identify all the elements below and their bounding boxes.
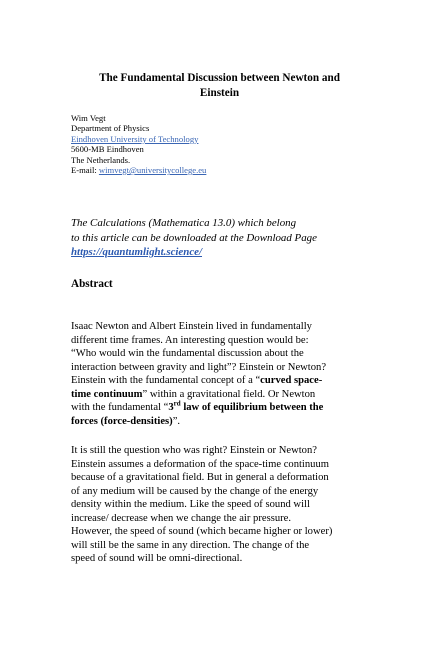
text-line: because of a gravitational field. But in general a deformation (71, 472, 329, 484)
bold-term: time continuum (71, 388, 143, 400)
title-line-2: Einstein (199, 87, 240, 99)
text-line (71, 374, 326, 388)
calculations-note (71, 216, 317, 260)
calculations-line-1: The Calculations (Mathematica 13.0) which belong (71, 217, 297, 229)
author-email-link[interactable]: wimvegt@universitycollege.eu (98, 165, 207, 176)
title-line-1: The Fundamental Discussion between Newton and (99, 72, 340, 84)
text-line (71, 388, 326, 402)
bold-term (168, 399, 324, 414)
text-line: will still be the same in any direction. The change of the (71, 539, 310, 551)
text-span: Einstein with the fundamental concept of a “ (71, 375, 261, 387)
bold-term: curved space- (260, 375, 323, 387)
text-line: However, the speed of sound (which became higher or lower) (71, 526, 333, 538)
text-line (71, 401, 326, 415)
bold-term: forces (force-densities) (71, 415, 173, 427)
text-line: Isaac Newton and Albert Einstein lived in fundamentally (71, 321, 312, 332)
text-line: density within the medium. Like the speed of sound will (71, 499, 310, 511)
author-department: Department of Physics (71, 123, 150, 134)
author-email-line (71, 165, 206, 175)
author-country: The Netherlands. (71, 154, 131, 165)
text-line: interaction between gravity and light”? Einstein or Newton? (71, 361, 327, 373)
text-line: of any medium will be caused by the change of the energy (71, 485, 319, 497)
abstract-paragraph-2 (71, 444, 332, 566)
author-postal: 5600-MB Eindhoven (71, 144, 144, 155)
text-span: with the fundamental “ (71, 402, 169, 414)
download-page-link[interactable]: https://quantumlight.science/ (71, 246, 203, 258)
text-span: ” within a gravitational field. Or Newton (142, 388, 316, 400)
text-line: Einstein assumes a deformation of the space-time continuum (71, 458, 330, 470)
email-label: E-mail: (71, 165, 99, 176)
abstract-heading: Abstract (71, 278, 113, 290)
text-line: “Who would win the fundamental discussion about the (71, 348, 304, 360)
text-span: ”. (172, 415, 181, 427)
paper-title (72, 71, 367, 101)
author-affiliation (71, 113, 206, 175)
text-line: increase/ decrease when we change the air pressure. (71, 512, 291, 524)
bold-term-rest: law of equilibrium between the (180, 402, 324, 414)
text-line (71, 415, 326, 429)
text-line: speed of sound will be omni-directional. (71, 553, 243, 565)
author-name: Wim Vegt (71, 113, 106, 123)
calculations-line-2: to this article can be downloaded at the Download Page (71, 231, 317, 244)
text-line: different time frames. An interesting question would be: (71, 334, 309, 346)
ordinal-number: 3 (168, 402, 174, 414)
ordinal-suffix: rd (173, 399, 181, 408)
author-university-link[interactable]: Eindhoven University of Technology (71, 133, 199, 144)
abstract-paragraph-1 (71, 320, 326, 428)
text-line: It is still the question who was right? Einstein or Newton? (71, 445, 317, 456)
